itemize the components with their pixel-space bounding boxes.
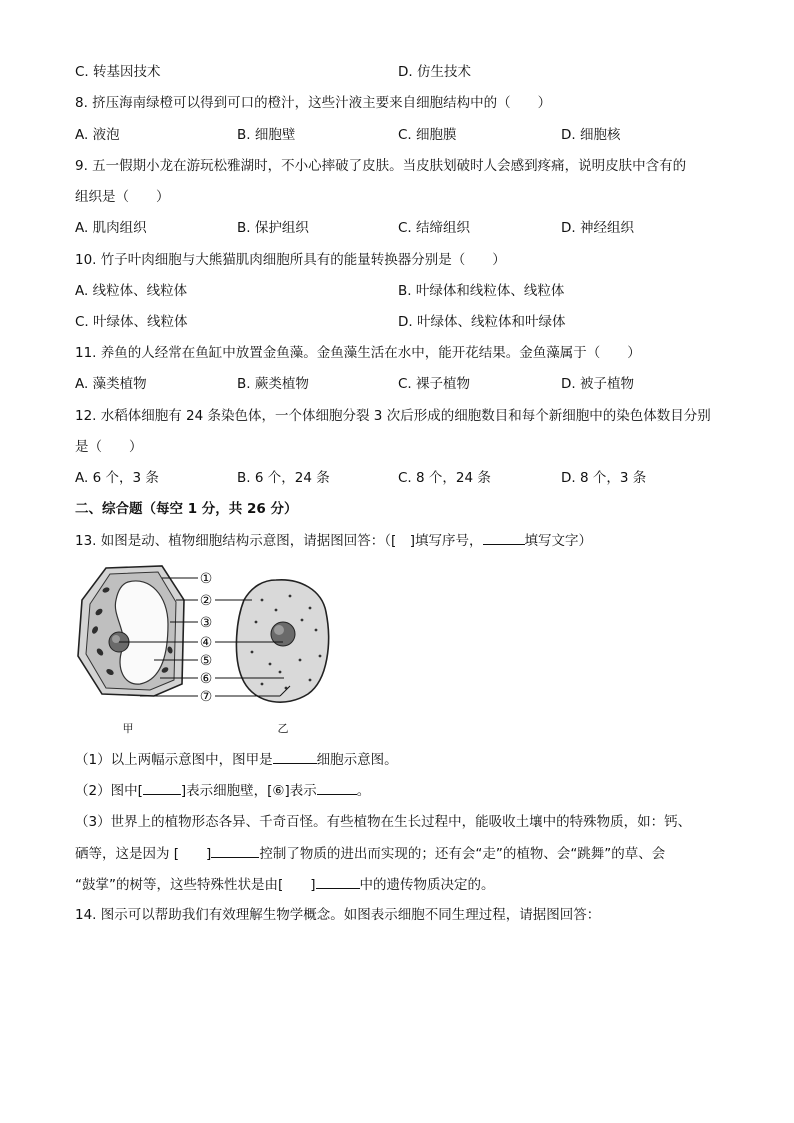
q13-stem-part2: 填写文字）	[524, 533, 593, 549]
q13-part2-text-b: ]表示细胞壁，[⑥]表示	[180, 783, 317, 799]
q14-stem: 14. 图示可以帮助我们有效理解生物学概念。如图表示细胞不同生理过程，请据图回答：	[75, 907, 601, 923]
q11-option-b: B. 蕨类植物	[237, 376, 309, 392]
q13-part1-text-a: （1）以上两幅示意图中，图甲是	[75, 752, 273, 768]
q13-part3-text-c: “鼓掌”的树等，这些特殊性状是由[ ]	[75, 877, 316, 893]
nucleus-highlight	[274, 625, 284, 635]
q11-stem: 11. 养鱼的人经常在鱼缸中放置金鱼藻。金鱼藻生活在水中，能开花结果。金鱼藻属于（ ）	[75, 345, 641, 361]
q10-option-a: A. 线粒体、线粒体	[75, 283, 188, 299]
q10-option-c: C. 叶绿体、线粒体	[75, 314, 188, 330]
q13-part3-line1: （3）世界上的植物形态各异、千奇百怪。有些植物在生长过程中，能吸收土壤中的特殊物质，如：钙、	[75, 814, 692, 830]
label-1: ①	[199, 571, 213, 587]
plant-cell	[78, 566, 184, 696]
cell-diagram	[70, 560, 340, 740]
q13-part3-text-d: 中的遗传物质决定的。	[359, 877, 495, 893]
q13-part3-blank-1	[211, 843, 259, 858]
q9-option-c: C. 结缔组织	[398, 220, 471, 236]
q12-stem-line2: 是（ ）	[75, 439, 143, 455]
q13-part2-text-c: 。	[356, 783, 371, 799]
q11-option-d: D. 被子植物	[561, 376, 634, 392]
q13-part3-text-b: 控制了物质的进出而实现的；还有会“走”的植物、会“跳舞”的草、会	[259, 846, 666, 862]
q13-part3-line3	[75, 874, 495, 895]
q13-part2	[75, 780, 370, 801]
q9-stem-line2: 组织是（ ）	[75, 189, 170, 205]
q11-option-c: C. 裸子植物	[398, 376, 471, 392]
q12-option-a: A. 6 个，3 条	[75, 470, 159, 486]
q10-option-d: D. 叶绿体、线粒体和叶绿体	[398, 314, 566, 330]
q12-option-b: B. 6 个，24 条	[237, 470, 330, 486]
q8-option-c: C. 细胞膜	[398, 127, 457, 143]
label-6: ⑥	[199, 671, 213, 687]
q10-option-b: B. 叶绿体和线粒体、线粒体	[398, 283, 565, 299]
q8-option-b: B. 细胞壁	[237, 127, 296, 143]
section-title: 二、综合题（每空 1 分，共 26 分）	[75, 501, 298, 517]
q12-stem-line1: 12. 水稻体细胞有 24 条染色体，一个体细胞分裂 3 次后形成的细胞数目和每个新细胞中的染色体数目分别	[75, 408, 711, 424]
q9-stem-line1: 9. 五一假期小龙在游玩松雅湖时，不小心摔破了皮肤。当皮肤划破时人会感到疼痛，说明皮肤中含有的	[75, 158, 687, 174]
label-2: ②	[199, 593, 213, 609]
q12-option-d: D. 8 个，3 条	[561, 470, 647, 486]
q9-option-a: A. 肌肉组织	[75, 220, 147, 236]
q13-part2-blank-2	[317, 780, 357, 795]
q8-stem: 8. 挤压海南绿橙可以得到可口的橙汁，这些汁液主要来自细胞结构中的（ ）	[75, 95, 552, 111]
q13-part2-text-a: （2）图中[	[75, 783, 143, 799]
animal-cell	[236, 580, 328, 702]
q8-option-d: D. 细胞核	[561, 127, 621, 143]
q12-option-c: C. 8 个，24 条	[398, 470, 491, 486]
q13-part3-text-a: 硒等，这是因为 [ ]	[75, 846, 212, 862]
q13-part1-blank	[273, 749, 317, 764]
label-4: ④	[199, 635, 213, 651]
q13-part3-line2	[75, 843, 665, 864]
label-3: ③	[199, 615, 213, 631]
q10-stem: 10. 竹子叶肉细胞与大熊猫肌肉细胞所具有的能量转换器分别是（ ）	[75, 252, 506, 268]
q7-option-d: D. 仿生技术	[398, 64, 471, 80]
q13-part1-text-b: 细胞示意图。	[316, 752, 398, 768]
q13-part1	[75, 749, 398, 770]
q13-stem-blank	[483, 530, 525, 545]
q13-part3-blank-2	[316, 874, 360, 889]
q7-option-c: C. 转基因技术	[75, 64, 161, 80]
q9-option-d: D. 神经组织	[561, 220, 634, 236]
diagram-labels	[200, 571, 213, 705]
q13-stem	[75, 530, 592, 551]
q8-option-a: A. 液泡	[75, 127, 120, 143]
caption-jia: 甲	[122, 722, 134, 735]
label-7: ⑦	[199, 689, 213, 705]
q13-stem-part1: 13. 如图是动、植物细胞结构示意图，请据图回答：（[ ]填写序号，	[75, 533, 483, 549]
label-5: ⑤	[199, 653, 213, 669]
caption-yi: 乙	[277, 722, 289, 735]
q9-option-b: B. 保护组织	[237, 220, 309, 236]
nucleus-highlight	[112, 635, 120, 643]
q13-part2-blank-1	[143, 780, 181, 795]
q11-option-a: A. 藻类植物	[75, 376, 147, 392]
